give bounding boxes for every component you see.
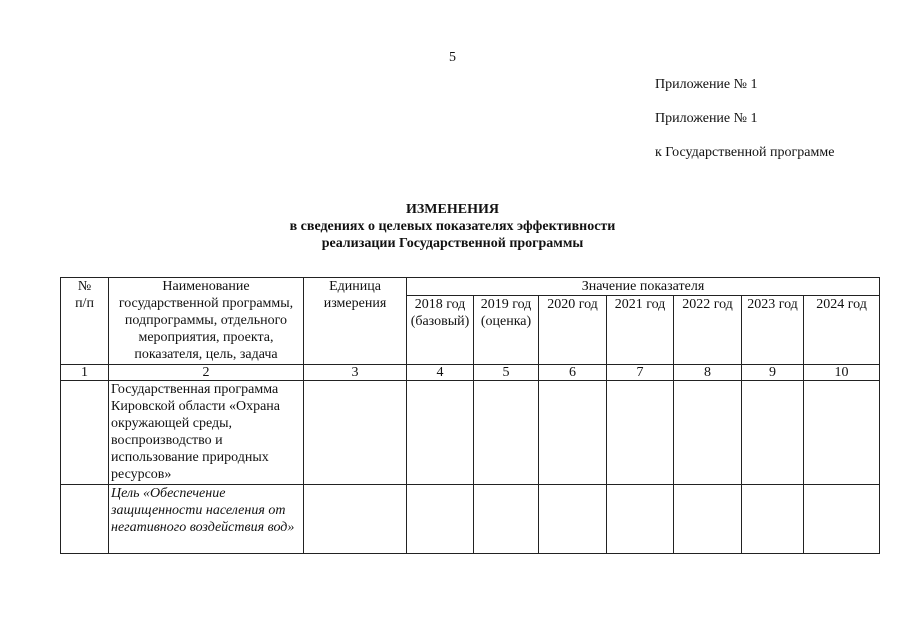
header-unit	[304, 278, 407, 365]
header-year: 2018 год (базовый)	[407, 296, 474, 365]
program-name-cell: Государственная программа Кировской области «Охрана окружающей среды, воспроизводство и использование природных ресурсов»	[109, 381, 304, 485]
column-number: 8	[674, 365, 742, 381]
appendix-label: Приложение № 1	[655, 77, 758, 92]
column-number: 6	[539, 365, 607, 381]
goal-name-cell: Цель «Обеспечение защищенности населения от негативного воздействия вод»	[109, 485, 304, 554]
header-year: 2023 год	[742, 296, 804, 365]
document-heading	[0, 201, 905, 252]
table-cell	[742, 381, 804, 485]
table-cell	[539, 381, 607, 485]
header-number-line: №	[77, 279, 92, 294]
table-cell	[607, 485, 674, 554]
table-cell	[539, 485, 607, 554]
table-cell	[61, 485, 109, 554]
table-cell	[407, 381, 474, 485]
column-number: 7	[607, 365, 674, 381]
table-cell	[674, 485, 742, 554]
table-row	[61, 381, 880, 485]
column-number: 5	[474, 365, 539, 381]
column-number: 9	[742, 365, 804, 381]
table-cell	[304, 381, 407, 485]
heading-subtitle: реализации Государственной программы	[321, 236, 584, 251]
table-cell	[474, 485, 539, 554]
table-cell	[804, 381, 880, 485]
column-number: 1	[61, 365, 109, 381]
column-number: 3	[304, 365, 407, 381]
table-cell	[474, 381, 539, 485]
appendix-label: Приложение № 1	[655, 111, 758, 126]
table-cell	[61, 381, 109, 485]
header-number-line: п/п	[75, 296, 94, 311]
header-year: 2022 год	[674, 296, 742, 365]
header-value-group: Значение показателя	[407, 278, 880, 296]
table-cell	[742, 485, 804, 554]
header-number	[61, 278, 109, 365]
table-row	[61, 485, 880, 554]
header-year: 2021 год	[607, 296, 674, 365]
table-cell	[304, 485, 407, 554]
heading-subtitle: в сведениях о целевых показателях эффективности	[289, 219, 616, 234]
column-number: 4	[407, 365, 474, 381]
header-unit-line: Единица	[329, 279, 381, 294]
header-year: 2019 год (оценка)	[474, 296, 539, 365]
table-cell	[407, 485, 474, 554]
table-cell	[674, 381, 742, 485]
header-unit-line: измерения	[323, 296, 387, 311]
appendix-reference: к Государственной программе	[655, 145, 835, 160]
header-year: 2024 год	[804, 296, 880, 365]
heading-title: ИЗМЕНЕНИЯ	[406, 202, 499, 217]
column-number: 2	[109, 365, 304, 381]
page-number: 5	[449, 50, 456, 65]
table-cell	[607, 381, 674, 485]
indicators-table	[60, 277, 880, 554]
header-name: Наименование государственной программы, подпрограммы, отдельного мероприятия, проекта, показателя, цель, задача	[109, 278, 304, 365]
table-cell	[804, 485, 880, 554]
header-year: 2020 год	[539, 296, 607, 365]
column-number: 10	[804, 365, 880, 381]
